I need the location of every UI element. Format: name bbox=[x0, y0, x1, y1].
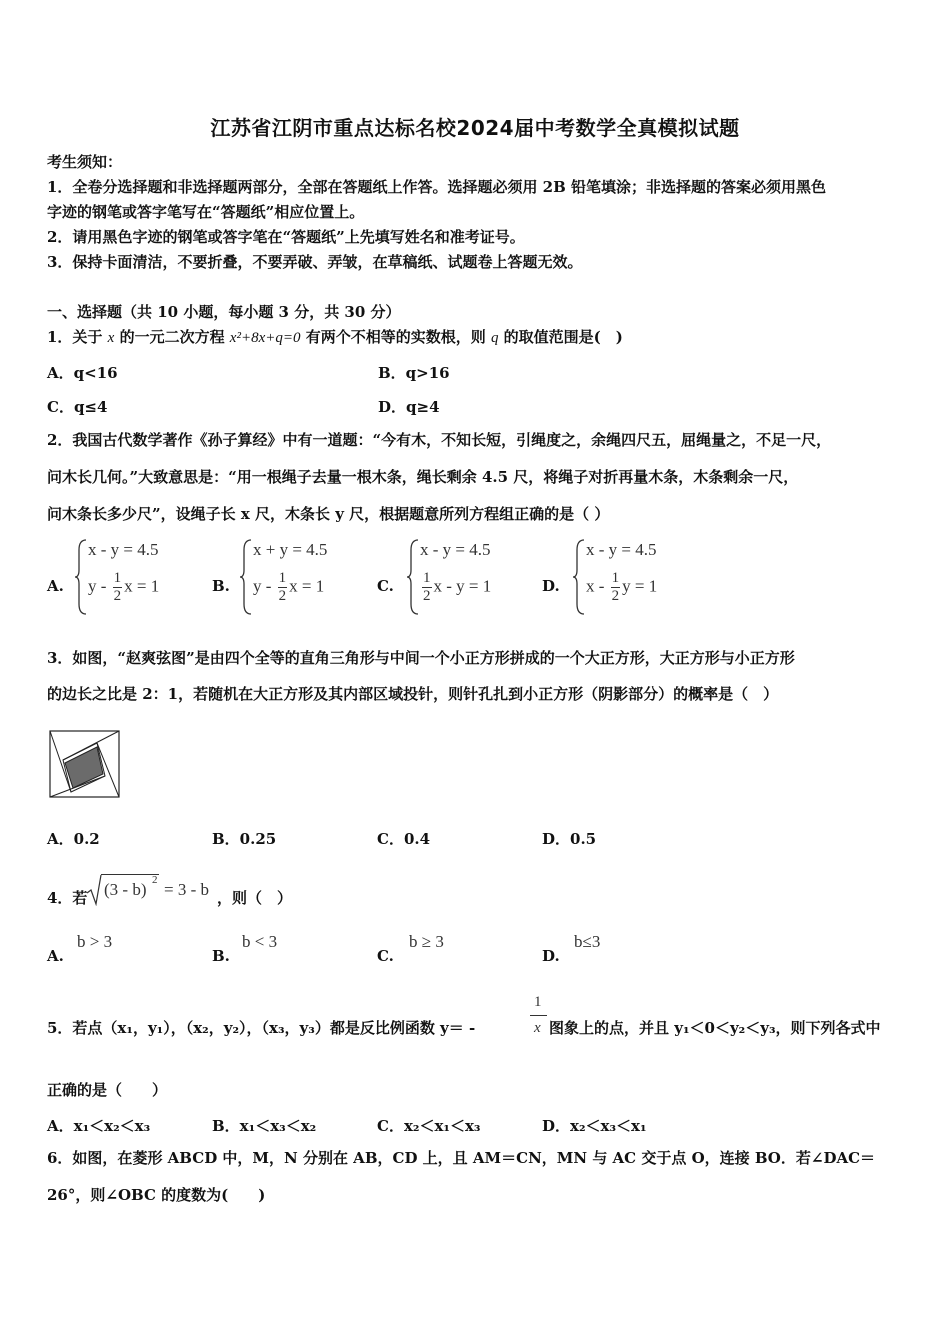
q1-mid: 的一元二次方程 bbox=[114, 328, 230, 346]
sqrt-sign-icon bbox=[86, 874, 102, 906]
q2-a-frac-den: 2 bbox=[113, 588, 122, 604]
q2-b-eq-bottom bbox=[253, 570, 324, 605]
q2-line-1: 2．我国古代数学著作《孙子算经》中有一道题：“今有木，不知长短，引绳度之，余绳四尺五，屈绳量之，不足一尺， bbox=[47, 431, 832, 449]
zhao-shuang-diagram bbox=[49, 730, 121, 798]
q4-option-a[interactable]: b > 3 bbox=[77, 932, 113, 951]
q2-c-eq-bottom bbox=[420, 570, 491, 605]
q4-option-b[interactable]: b < 3 bbox=[242, 932, 278, 951]
q2-b-bottom-post: x = 1 bbox=[289, 576, 325, 596]
q2-option-c-label[interactable]: C. bbox=[377, 577, 394, 595]
q2-b-frac-den: 2 bbox=[278, 588, 287, 604]
q4-option-b-label[interactable]: B. bbox=[212, 947, 230, 965]
q4-option-a-label[interactable]: A. bbox=[47, 947, 64, 965]
q5-option-d[interactable]: D．x₂＜x₃＜x₁ bbox=[542, 1117, 647, 1135]
q2-b-eq-top: x + y = 4.5 bbox=[253, 540, 328, 559]
q4-post: ，则（ ） bbox=[217, 889, 293, 907]
notice-line-1a: 1．全卷分选择题和非选择题两部分，全部在答题纸上作答。选择题必须用 2B 铅笔填涂；非选择题的答案必须用黑色 bbox=[47, 178, 827, 196]
q2-option-d-label[interactable]: D. bbox=[542, 577, 560, 595]
q2-a-bottom-pre: y - bbox=[88, 576, 111, 596]
q1-var: x bbox=[107, 330, 115, 346]
q5-post: 图象上的点，并且 y₁＜0＜y₂＜y₃，则下列各式中 bbox=[549, 1019, 881, 1037]
q2-d-bottom-pre: x - bbox=[586, 576, 609, 596]
q1-end: 的取值范围是( ) bbox=[498, 328, 623, 346]
q4-option-d[interactable]: b≤3 bbox=[574, 932, 601, 951]
q2-d-eq-top: x - y = 4.5 bbox=[586, 540, 657, 559]
q1-var2: q bbox=[490, 330, 499, 346]
q5-option-b[interactable]: B．x₁＜x₃＜x₂ bbox=[212, 1117, 317, 1135]
q2-a-frac-num: 1 bbox=[113, 570, 122, 586]
q1-pre: 1．关于 bbox=[47, 328, 108, 346]
q2-c-brace-icon bbox=[406, 538, 420, 616]
q2-c-frac-num: 1 bbox=[423, 570, 431, 586]
q3-option-b[interactable]: B．0.25 bbox=[212, 830, 277, 848]
q2-d-bottom-post: y = 1 bbox=[622, 576, 658, 596]
q2-b-brace-icon bbox=[239, 538, 253, 616]
q5-option-c[interactable]: C．x₂＜x₁＜x₃ bbox=[377, 1117, 481, 1135]
q4-option-d-label[interactable]: D. bbox=[542, 947, 560, 965]
q2-option-b-label[interactable]: B. bbox=[212, 577, 230, 595]
q5-frac-num: 1 bbox=[534, 994, 542, 1010]
q2-d-brace-icon bbox=[572, 538, 586, 616]
q2-a-eq-bottom bbox=[88, 570, 159, 605]
q2-c-eq-top: x - y = 4.5 bbox=[420, 540, 491, 559]
q4-radicand: (3 - b) bbox=[104, 880, 147, 899]
q2-a-brace-icon bbox=[74, 538, 88, 616]
q6-line-2: 26°，则∠OBC 的度数为( ) bbox=[47, 1186, 266, 1204]
q2-c-frac-den: 2 bbox=[423, 588, 431, 604]
q2-c-bottom-post: x - y = 1 bbox=[433, 576, 492, 596]
q4-option-c[interactable]: b ≥ 3 bbox=[409, 932, 444, 951]
q3-option-d[interactable]: D．0.5 bbox=[542, 830, 597, 848]
q5-option-a[interactable]: A．x₁＜x₂＜x₃ bbox=[47, 1117, 151, 1135]
page-title: 江苏省江阴市重点达标名校2024届中考数学全真模拟试题 bbox=[210, 116, 740, 140]
notice-line-2: 2．请用黑色字迹的钢笔或答字笔在“答题纸”上先填写姓名和准考证号。 bbox=[47, 228, 525, 246]
q1-option-d[interactable]: D．q≥4 bbox=[378, 398, 440, 416]
q1-option-c[interactable]: C．q≤4 bbox=[47, 398, 108, 416]
q2-a-bottom-post: x = 1 bbox=[124, 576, 160, 596]
q2-c-fraction bbox=[422, 570, 432, 605]
q1-equation: x²+8x+q=0 bbox=[229, 330, 301, 346]
notice-line-1b: 字迹的钢笔或答字笔写在“答题纸”相应位置上。 bbox=[47, 203, 365, 221]
q6-line-1: 6．如图，在菱形 ABCD 中，M，N 分别在 AB，CD 上，且 AM＝CN，MN 与 AC 交于点 O，连接 BO．若∠DAC＝ bbox=[47, 1149, 876, 1167]
sqrt-overline bbox=[101, 874, 159, 875]
q2-b-fraction bbox=[278, 570, 288, 605]
q3-option-a[interactable]: A．0.2 bbox=[47, 830, 100, 848]
q5-frac-bar bbox=[530, 1015, 547, 1016]
q5-line-2: 正确的是（ ） bbox=[47, 1081, 168, 1099]
q3-option-c[interactable]: C．0.4 bbox=[377, 830, 431, 848]
q4-rhs: = 3 - b bbox=[164, 880, 209, 899]
section-heading: 一、选择题（共 10 小题，每小题 3 分，共 30 分） bbox=[47, 303, 401, 321]
q3-line-2: 的边长之比是 2：1，若随机在大正方形及其内部区域投针，则针孔扎到小正方形（阴影部分）的概率是（ ） bbox=[47, 685, 779, 703]
q4-option-c-label[interactable]: C. bbox=[377, 947, 394, 965]
notice-heading: 考生须知： bbox=[47, 153, 123, 171]
question-1 bbox=[47, 327, 623, 348]
q5-frac-den: x bbox=[534, 1020, 541, 1036]
notice-line-3: 3．保持卡面清洁，不要折叠，不要弄破、弄皱，在草稿纸、试题卷上答题无效。 bbox=[47, 253, 583, 271]
q3-line-1: 3．如图，“赵爽弦图”是由四个全等的直角三角形与中间一个小正方形拼成的一个大正方形，大正方形与小正方形 bbox=[47, 649, 795, 667]
q2-b-frac-num: 1 bbox=[278, 570, 287, 586]
q2-d-eq-bottom bbox=[586, 570, 657, 605]
q2-d-frac-den: 2 bbox=[611, 588, 620, 604]
q5-pre: 5．若点（x₁，y₁），（x₂，y₂），（x₃，y₃）都是反比例函数 y＝ - bbox=[47, 1019, 476, 1037]
q2-a-eq-top: x - y = 4.5 bbox=[88, 540, 159, 559]
q2-a-fraction bbox=[113, 570, 123, 605]
q2-b-bottom-pre: y - bbox=[253, 576, 276, 596]
q2-option-a-label[interactable]: A. bbox=[47, 577, 64, 595]
q1-post: 有两个不相等的实数根，则 bbox=[300, 328, 491, 346]
q2-d-frac-num: 1 bbox=[611, 570, 620, 586]
q4-pre: 4．若 bbox=[47, 889, 88, 907]
q1-option-a[interactable]: A．q<16 bbox=[47, 364, 118, 382]
q2-line-3: 问木条长多少尺”，设绳子长 x 尺，木条长 y 尺，根据题意所列方程组正确的是（ ） bbox=[47, 505, 610, 523]
q1-option-b[interactable]: B．q>16 bbox=[378, 364, 450, 382]
q2-line-2: 问木长几何。”大致意思是：“用一根绳子去量一根木条，绳长剩余 4.5 尺，将绳子对折再量木条，木条剩余一尺， bbox=[47, 468, 799, 486]
q4-exponent: 2 bbox=[152, 874, 158, 886]
q2-d-fraction bbox=[611, 570, 621, 605]
